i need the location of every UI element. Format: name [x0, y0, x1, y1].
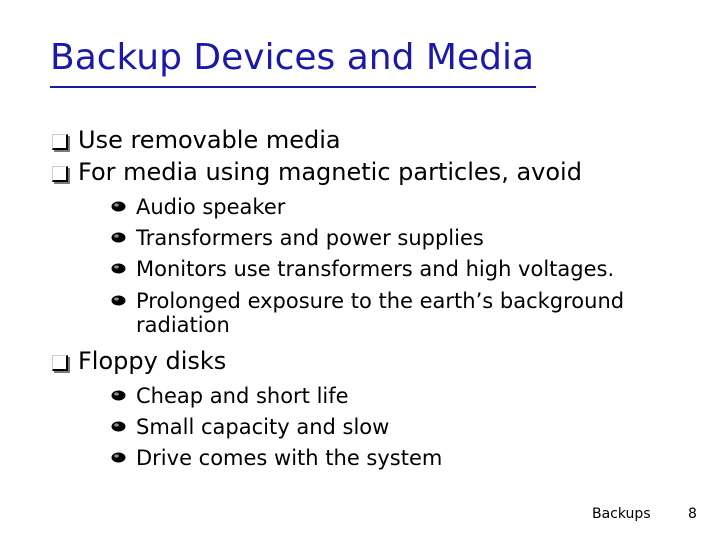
round-bullet-icon — [111, 232, 126, 243]
sub-bullet-item — [110, 254, 692, 285]
round-bullet-icon — [111, 201, 126, 212]
square-bullet-icon — [52, 134, 68, 150]
sub-bullet-text: Prolonged exposure to the earth’s background radiation — [136, 289, 625, 337]
round-bullet-icon — [111, 452, 126, 463]
bullet-text: Use removable media — [78, 126, 341, 154]
sub-bullet-item — [110, 223, 692, 254]
bullet-item-magnetic-media — [52, 156, 692, 337]
sub-bullet-text: Transformers and power supplies — [136, 226, 484, 250]
sub-bullet-text: Drive comes with the system — [136, 446, 443, 470]
sub-bullet-text: Monitors use transformers and high voltages. — [136, 257, 615, 281]
sub-bullet-text: Small capacity and slow — [136, 415, 390, 439]
bullet-item-floppy-disks — [52, 345, 692, 474]
sub-bullet-item — [110, 381, 692, 412]
sub-bullet-item — [110, 412, 692, 443]
sub-bullet-text: Cheap and short life — [136, 384, 349, 408]
sub-bullet-list — [78, 381, 692, 474]
bullet-item-removable-media — [52, 124, 692, 156]
square-bullet-icon — [52, 166, 68, 182]
sub-bullet-item — [110, 289, 692, 337]
sub-bullet-item — [110, 443, 692, 474]
bullet-list — [52, 124, 692, 482]
slide-title: Backup Devices and Media — [50, 37, 535, 78]
round-bullet-icon — [111, 390, 126, 401]
footer-section-label: Backups — [592, 506, 651, 522]
page-number: 8 — [688, 506, 697, 522]
square-bullet-icon — [52, 355, 68, 371]
sub-bullet-list — [78, 192, 692, 337]
bullet-text: For media using magnetic particles, avoid — [78, 158, 582, 186]
bullet-text: Floppy disks — [78, 347, 227, 375]
sub-bullet-text: Audio speaker — [136, 195, 286, 219]
round-bullet-icon — [111, 263, 126, 274]
sub-bullet-item — [110, 192, 692, 223]
title-underline — [50, 86, 536, 88]
round-bullet-icon — [111, 421, 126, 432]
round-bullet-icon — [111, 295, 126, 306]
